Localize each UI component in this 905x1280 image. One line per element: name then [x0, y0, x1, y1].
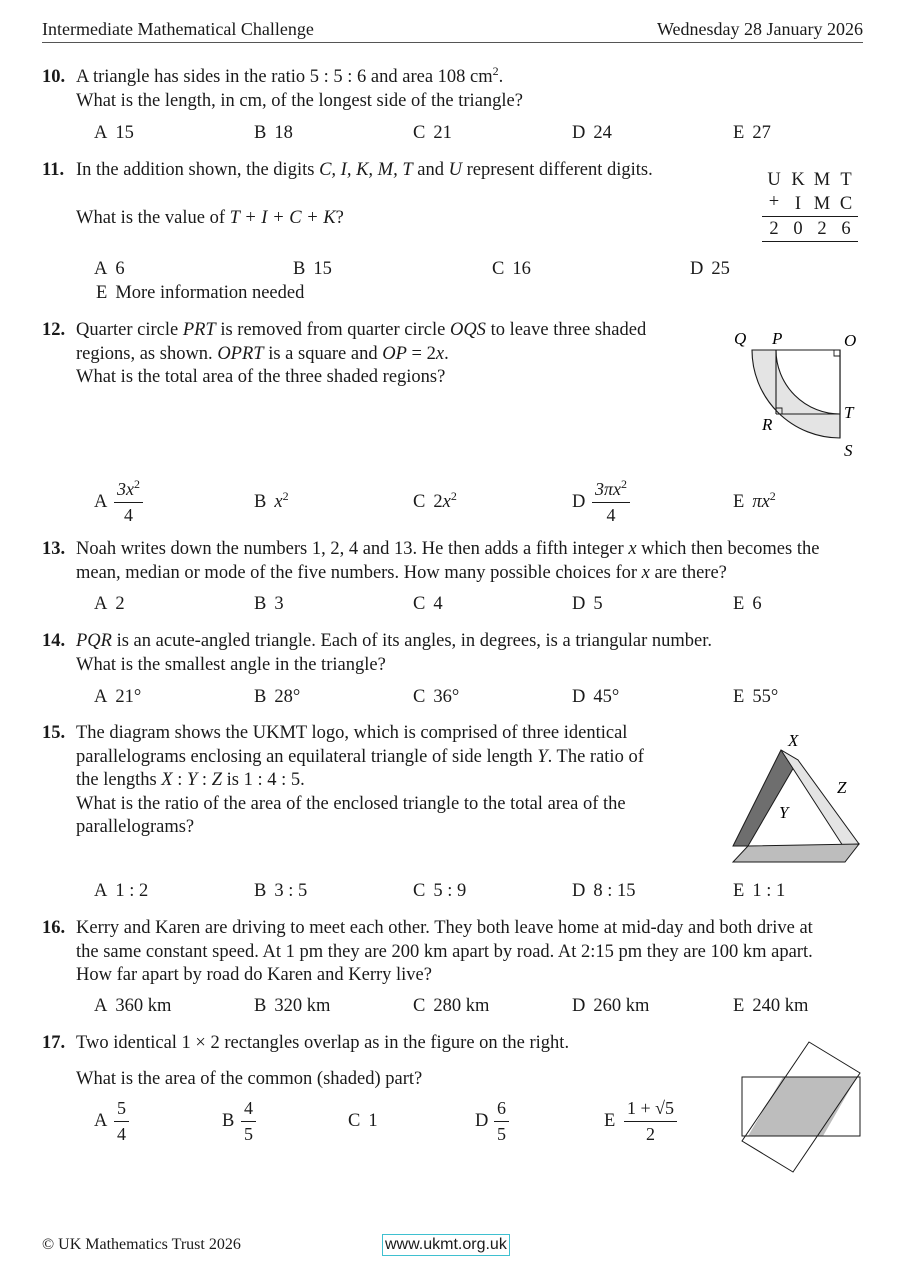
q12-text: .	[444, 343, 449, 364]
digit: T	[840, 169, 852, 190]
q12-text: is removed from quarter circle	[215, 320, 450, 340]
option-value: 4	[433, 594, 443, 614]
question-text	[76, 66, 523, 113]
option-value: 36°	[433, 687, 460, 707]
question-text	[76, 159, 653, 230]
fraction-denominator: 4	[117, 1124, 126, 1144]
option-letter: A	[94, 594, 108, 614]
fraction-numerator: 4	[241, 1098, 256, 1122]
q12-text: = 2	[406, 343, 436, 364]
option-letter: C	[413, 996, 426, 1016]
q12-op: OP	[382, 343, 407, 364]
footer-website-link[interactable]: www.ukmt.org.uk	[382, 1234, 510, 1256]
q11-option-e[interactable]	[96, 283, 304, 304]
addition-row-1	[762, 168, 858, 192]
q15-text: the lengths	[76, 770, 162, 790]
label-o: O	[844, 331, 857, 350]
option-letter: D	[572, 594, 586, 614]
q17-option-b[interactable]	[222, 1111, 242, 1132]
label-p: P	[772, 329, 783, 348]
option-value: 2	[115, 594, 125, 614]
label-y: Y	[779, 803, 789, 822]
fraction-denominator: 2	[646, 1124, 656, 1144]
question-text	[76, 917, 813, 988]
option-value: 15	[313, 259, 332, 279]
option-value: 15	[115, 123, 134, 143]
option-letter: C	[413, 492, 426, 512]
question-text	[76, 722, 644, 840]
q12-text: regions, as shown.	[76, 343, 218, 364]
q12-prt: PRT	[182, 320, 216, 340]
q11-text: In the addition shown, the digits	[76, 160, 320, 180]
q15-option-e[interactable]	[733, 881, 785, 902]
digit: 6	[841, 218, 851, 239]
option-value: 18	[274, 123, 293, 143]
option-value: 24	[593, 123, 612, 143]
label-x: X	[788, 731, 799, 750]
option-letter: D	[690, 259, 704, 279]
q13-text: which then becomes the	[636, 539, 820, 559]
plus-sign: +	[768, 192, 780, 212]
addition-sum	[762, 168, 858, 242]
option-value: 5 : 9	[433, 881, 467, 901]
q15-text-line4: What is the ratio of the area of the enclosed triangle to the total area of the	[76, 793, 626, 814]
q16-option-c[interactable]	[413, 996, 489, 1017]
fraction-denominator: 4	[124, 505, 133, 525]
q15-option-c[interactable]	[413, 881, 466, 902]
option-value: 28°	[274, 687, 301, 707]
q11-variable-u: U	[448, 160, 462, 180]
option-value: πx	[752, 492, 770, 512]
q10-option-d[interactable]	[572, 123, 612, 144]
option-value: 45°	[593, 687, 620, 707]
header-rule	[42, 42, 863, 43]
header-title: Intermediate Mathematical Challenge	[42, 19, 314, 39]
q12-text-line3: What is the total area of the three shaded regions?	[76, 367, 446, 387]
q13-option-b[interactable]	[254, 594, 284, 615]
q12-option-a[interactable]	[94, 492, 115, 513]
option-letter: A	[94, 259, 108, 279]
q15-option-a[interactable]	[94, 881, 148, 902]
addition-row-3	[762, 217, 858, 242]
q15-text: :	[197, 770, 212, 790]
digit: I	[794, 193, 802, 214]
digit: 0	[793, 218, 803, 239]
question-text	[76, 538, 819, 585]
q12-option-a-fraction	[114, 479, 143, 526]
question-number: 10.	[42, 67, 66, 87]
option-letter: E	[733, 594, 745, 614]
q17-option-a[interactable]	[94, 1111, 115, 1132]
q15-option-d[interactable]	[572, 881, 636, 902]
label-z: Z	[837, 778, 847, 797]
option-value: 1 : 2	[115, 881, 149, 901]
option-value: 240 km	[752, 996, 809, 1016]
option-letter: D	[572, 492, 586, 512]
q11-text: represent different digits.	[461, 160, 653, 180]
option-letter: E	[96, 283, 108, 303]
exponent: 2	[450, 489, 457, 503]
parallelogram-bottom	[733, 844, 859, 862]
digit: C	[839, 193, 853, 214]
q16-option-b[interactable]	[254, 996, 330, 1017]
q17-option-e-fraction	[624, 1098, 677, 1145]
q13-option-a[interactable]	[94, 594, 125, 615]
q17-option-b-fraction	[241, 1098, 256, 1145]
overlapping-rectangles-diagram	[738, 1040, 864, 1174]
footer-copyright: © UK Mathematics Trust 2026	[42, 1236, 241, 1253]
option-letter: A	[94, 492, 108, 512]
label-q: Q	[734, 329, 747, 348]
fraction-numerator: 3x	[117, 479, 134, 499]
q13-text: Noah writes down the numbers 1, 2, 4 and 13. He then adds a fifth integer	[76, 539, 629, 559]
q17-option-a-fraction	[114, 1098, 129, 1145]
option-value: 6	[115, 259, 125, 279]
q15-text: is 1 : 4 : 5.	[221, 770, 305, 790]
fraction-numerator: 3πx	[595, 479, 622, 499]
option-letter: E	[733, 996, 745, 1016]
option-value: 320 km	[274, 996, 331, 1016]
exponent: 2	[282, 489, 289, 503]
q14-option-a[interactable]	[94, 687, 141, 708]
fraction-denominator: 5	[497, 1124, 506, 1144]
shaded-overlap	[748, 1077, 857, 1136]
label-t: T	[844, 403, 854, 422]
option-value: 3 : 5	[274, 881, 308, 901]
option-letter: B	[254, 594, 267, 614]
q13-x: x	[628, 539, 637, 559]
q10-option-e[interactable]	[733, 123, 771, 144]
q10-text-line1: A triangle has sides in the ratio 5 : 5 : 6 and area 108 cm	[76, 67, 493, 87]
option-value: 1 : 1	[752, 881, 786, 901]
option-value: 280 km	[433, 996, 490, 1016]
option-letter: B	[254, 996, 267, 1016]
option-value: 16	[512, 259, 531, 279]
q10-superscript: 2	[492, 64, 499, 78]
option-letter: E	[733, 123, 745, 143]
q14-option-b[interactable]	[254, 687, 300, 708]
q11-option-d[interactable]	[690, 259, 730, 280]
q17-option-d-fraction	[494, 1098, 509, 1145]
option-letter: D	[572, 996, 586, 1016]
option-letter: C	[413, 687, 426, 707]
question-number: 13.	[42, 539, 66, 559]
fraction-denominator: 5	[244, 1124, 253, 1144]
question-number: 15.	[42, 723, 66, 743]
q12-option-b[interactable]	[254, 489, 289, 513]
q14-option-e[interactable]	[733, 687, 778, 708]
q16-option-e[interactable]	[733, 996, 808, 1017]
q11-option-c[interactable]	[492, 259, 531, 280]
label-r: R	[762, 415, 773, 434]
option-letter: C	[348, 1111, 361, 1131]
question-number: 16.	[42, 918, 66, 938]
option-letter: C	[413, 594, 426, 614]
q15-text-line1: The diagram shows the UKMT logo, which is comprised of three identical	[76, 723, 628, 743]
option-letter: E	[733, 881, 745, 901]
fraction-numerator: 6	[494, 1098, 509, 1122]
option-letter: B	[254, 492, 267, 512]
q15-y: Y	[187, 770, 198, 790]
option-value: 21	[433, 123, 452, 143]
option-letter: E	[733, 492, 745, 512]
question-number: 17.	[42, 1033, 66, 1053]
option-value: 8 : 15	[593, 881, 636, 901]
exponent: 2	[769, 489, 776, 503]
q11-option-b[interactable]	[293, 259, 332, 280]
option-letter: D	[572, 881, 586, 901]
q10-option-b[interactable]	[254, 123, 293, 144]
option-letter: A	[94, 687, 108, 707]
q10-text-line2: What is the length, in cm, of the longest side of the triangle?	[76, 90, 523, 111]
q12-oprt: OPRT	[217, 343, 264, 364]
q14-pqr: PQR	[76, 631, 112, 651]
q17-option-c[interactable]	[348, 1111, 378, 1132]
fraction-numerator: 1 + √5	[624, 1098, 677, 1122]
option-value: 27	[752, 123, 771, 143]
option-value: 260 km	[593, 996, 650, 1016]
q16-option-a[interactable]	[94, 996, 171, 1017]
option-value: More information needed	[115, 283, 305, 303]
q11-text: What is the value of	[76, 207, 230, 228]
parallelogram-left	[733, 750, 798, 846]
q17-option-e[interactable]	[604, 1111, 623, 1132]
q16-text-line3: How far apart by road do Karen and Kerry live?	[76, 965, 432, 985]
option-value: 6	[752, 594, 762, 614]
q15-x: X	[161, 770, 173, 790]
question-text	[76, 1032, 569, 1091]
digit: U	[767, 169, 781, 190]
digit: 2	[817, 218, 827, 239]
option-letter: B	[254, 881, 267, 901]
option-value: 5	[593, 594, 603, 614]
option-letter: B	[293, 259, 306, 279]
q12-x: x	[435, 343, 445, 364]
exponent: 2	[134, 477, 140, 491]
q12-oqs: OQS	[449, 320, 486, 340]
option-letter: E	[733, 687, 745, 707]
digit: K	[791, 169, 805, 190]
q12-option-c[interactable]	[413, 489, 457, 513]
coefficient: 2	[433, 492, 443, 512]
option-letter: E	[604, 1111, 616, 1131]
option-value: 25	[711, 259, 730, 279]
q10-period: .	[498, 67, 504, 87]
fraction-numerator: 5	[114, 1098, 129, 1122]
option-letter: B	[222, 1111, 235, 1131]
q14-text: is an acute-angled triangle. Each of its angles, in degrees, is a triangular number.	[111, 631, 712, 651]
option-value: x	[274, 492, 283, 512]
q12-text: is a square and	[263, 343, 383, 364]
q10-option-c[interactable]	[413, 123, 452, 144]
q16-option-d[interactable]	[572, 996, 649, 1017]
q14-option-d[interactable]	[572, 687, 619, 708]
digit: 2	[769, 218, 779, 239]
header-date: Wednesday 28 January 2026	[657, 19, 863, 39]
question-text	[76, 630, 712, 677]
option-letter: B	[254, 687, 267, 707]
option-letter: C	[413, 881, 426, 901]
exponent: 2	[621, 477, 628, 491]
q10-option-a[interactable]	[94, 123, 134, 144]
option-letter: A	[94, 1111, 108, 1131]
q12-option-e[interactable]	[733, 489, 776, 513]
digit: M	[813, 169, 831, 190]
q15-option-b[interactable]	[254, 881, 307, 902]
option-value: 3	[274, 594, 284, 614]
q13-text: mean, median or mode of the five numbers. How many possible choices for	[76, 562, 642, 583]
q16-text-line2: the same constant speed. At 1 pm they are 200 km apart by road. At 2:15 pm they are 100 km apart.	[76, 941, 813, 962]
q13-option-c[interactable]	[413, 594, 443, 615]
ukmt-logo-diagram	[726, 728, 866, 868]
q11-text: and	[412, 160, 449, 180]
q14-text-line2: What is the smallest angle in the triangle?	[76, 654, 386, 675]
option-letter: D	[572, 123, 586, 143]
option-letter: D	[475, 1111, 489, 1131]
q12-option-d-fraction	[592, 479, 630, 526]
q16-text-line1: Kerry and Karen are driving to meet each other. They both leave home at mid-day and both drive at	[76, 918, 813, 938]
q15-text-line5: parallelograms?	[76, 817, 195, 837]
fraction-denominator: 4	[606, 505, 616, 525]
q11-text: ?	[335, 207, 344, 228]
q13-option-d[interactable]	[572, 594, 603, 615]
question-number: 11.	[42, 160, 65, 180]
option-letter: A	[94, 881, 108, 901]
addition-row-2	[762, 192, 858, 217]
digit: M	[813, 193, 831, 214]
q15-text: :	[172, 770, 187, 790]
option-value: x	[442, 492, 451, 512]
parallelogram-right	[781, 750, 859, 846]
q17-text-line2: What is the area of the common (shaded) part?	[76, 1068, 423, 1089]
question-number: 14.	[42, 631, 66, 651]
q15-text: . The ratio of	[547, 746, 644, 767]
q12-text: to leave three shaded	[485, 320, 647, 340]
q11-variables: C, I, K, M, T	[319, 160, 413, 180]
q13-x: x	[641, 562, 650, 583]
option-letter: A	[94, 123, 108, 143]
option-letter: B	[254, 123, 267, 143]
q15-y: Y	[537, 746, 548, 767]
question-text	[76, 319, 646, 390]
q14-option-c[interactable]	[413, 687, 459, 708]
question-number: 12.	[42, 320, 66, 340]
option-letter: C	[413, 123, 426, 143]
option-value: 1	[368, 1111, 378, 1131]
option-value: 360 km	[115, 996, 172, 1016]
q12-option-d[interactable]	[572, 492, 593, 513]
option-letter: A	[94, 996, 108, 1016]
option-letter: C	[492, 259, 505, 279]
q11-option-a[interactable]	[94, 259, 125, 280]
option-value: 55°	[752, 687, 779, 707]
q13-text: are there?	[649, 562, 727, 583]
q15-z: Z	[211, 770, 222, 790]
option-letter: D	[572, 687, 586, 707]
quarter-circle-diagram	[728, 322, 868, 464]
q17-text-line1: Two identical 1 × 2 rectangles overlap as in the figure on the right.	[76, 1033, 570, 1053]
label-s: S	[844, 441, 853, 460]
q11-expression: T + I + C + K	[229, 207, 336, 228]
q12-text: Quarter circle	[76, 320, 183, 340]
q13-option-e[interactable]	[733, 594, 762, 615]
option-value: 21°	[115, 687, 142, 707]
q15-text: parallelograms enclosing an equilateral triangle of side length	[76, 746, 538, 767]
